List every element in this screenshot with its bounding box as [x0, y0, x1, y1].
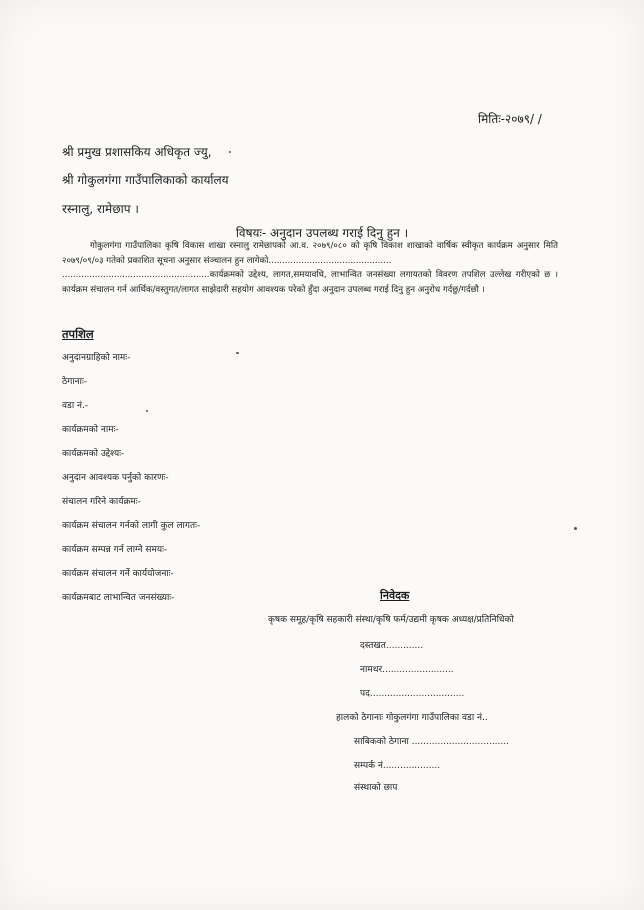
field-program-to-run: संचालन गरिने कार्यक्रमः- [62, 497, 141, 507]
body-line-2: ......................................................कार्यक्रमको उद्देश्य, लागत,समयावधि, लाभान्वित जनसंख्या लगायतको विवरण तपशिल उल्लेख गरीएको छ । कार्यक्रम संचालन गर्न आर्थिक/वस्तुगत/लागत साझेदारी सहयोग आवश्यक परेको हुँदा अनुदान उपलब्ध गराई दिनु हुन अनुरोध गर्दछु/गर्दछौ । [62, 270, 558, 295]
body-paragraph [62, 239, 558, 297]
permanent-address-line: साबिकको ठेगाना .................................. [354, 737, 509, 747]
recipient-line-2: श्री गोकुलगंगा गाउँपालिकाको कार्यालय [62, 173, 229, 187]
field-ward-no: वडा नं.- [62, 401, 89, 411]
field-grantee-name: अनुदानग्राहिको नामः- [62, 353, 131, 363]
date-line: मितिः-२०७९/ / [478, 112, 542, 126]
field-work-plan: कार्यक्रम संचालन गर्ने कार्ययोजनाः- [62, 569, 174, 579]
signature-line: दस्तखत............. [360, 641, 424, 651]
applicant-subtitle: कृषक समूह/कृषि सहकारी संस्था/कृषि फर्म/उद्यमी कृषक अध्यक्ष/प्रतिनिधिको [268, 615, 514, 625]
field-program-objective: कार्यक्रमको उद्देश्यः- [62, 449, 125, 459]
field-total-cost: कार्यक्रम संचालन गर्नको लागी कुल लागतः- [62, 521, 201, 531]
scan-speck [146, 410, 148, 412]
recipient-line-3: रस्नालु, रामेछाप । [62, 202, 139, 216]
applicant-heading: निवेदक [380, 589, 410, 602]
field-completion-time: कार्यक्रम सम्पन्न गर्न लाग्ने समयः- [62, 545, 168, 555]
field-program-name: कार्यक्रमको नामः- [62, 425, 119, 435]
details-heading: तपशिल [62, 327, 94, 341]
stamp-line: संस्थाको छाप [354, 783, 398, 793]
field-beneficiaries: कार्यक्रमबाट लाभान्वित जनसंख्याः- [62, 593, 175, 603]
field-address: ठेगानाः- [62, 377, 88, 387]
post-line: पद................................. [360, 689, 465, 699]
recipient-line-1: श्री प्रमुख प्रशासकिय अधिकृत ज्यु, [62, 145, 212, 159]
current-address-line: हालको ठेगानाः गोकुलगंगा गाउँपालिका वडा नं.. [336, 713, 488, 723]
subject-line: विषयः- अनुदान उपलब्ध गराई दिनु हुन । [235, 226, 409, 240]
field-grant-reason: अनुदान आवश्यक पर्नुको कारणः- [62, 473, 169, 483]
name-line: नामथर......................... [360, 665, 454, 675]
scan-speck [236, 352, 239, 354]
body-line-1: गोकुलगंगा गाउँपालिका कृषि विकास शाखा रस्नालु रामेछापको आ.व. २०७९/०८० को कृषि विकाश शाखाको वार्षिक स्वीकृत कार्यक्रम अनुसार मिति २०७९/०९/०३ गतेको प्रकाशित सूचना अनुसार संञ्चालन हुन लागेको............................................. [62, 241, 558, 266]
contact-line: सम्पर्क नं.................... [354, 761, 441, 771]
scan-speck [574, 527, 577, 530]
scan-speck [229, 151, 231, 153]
